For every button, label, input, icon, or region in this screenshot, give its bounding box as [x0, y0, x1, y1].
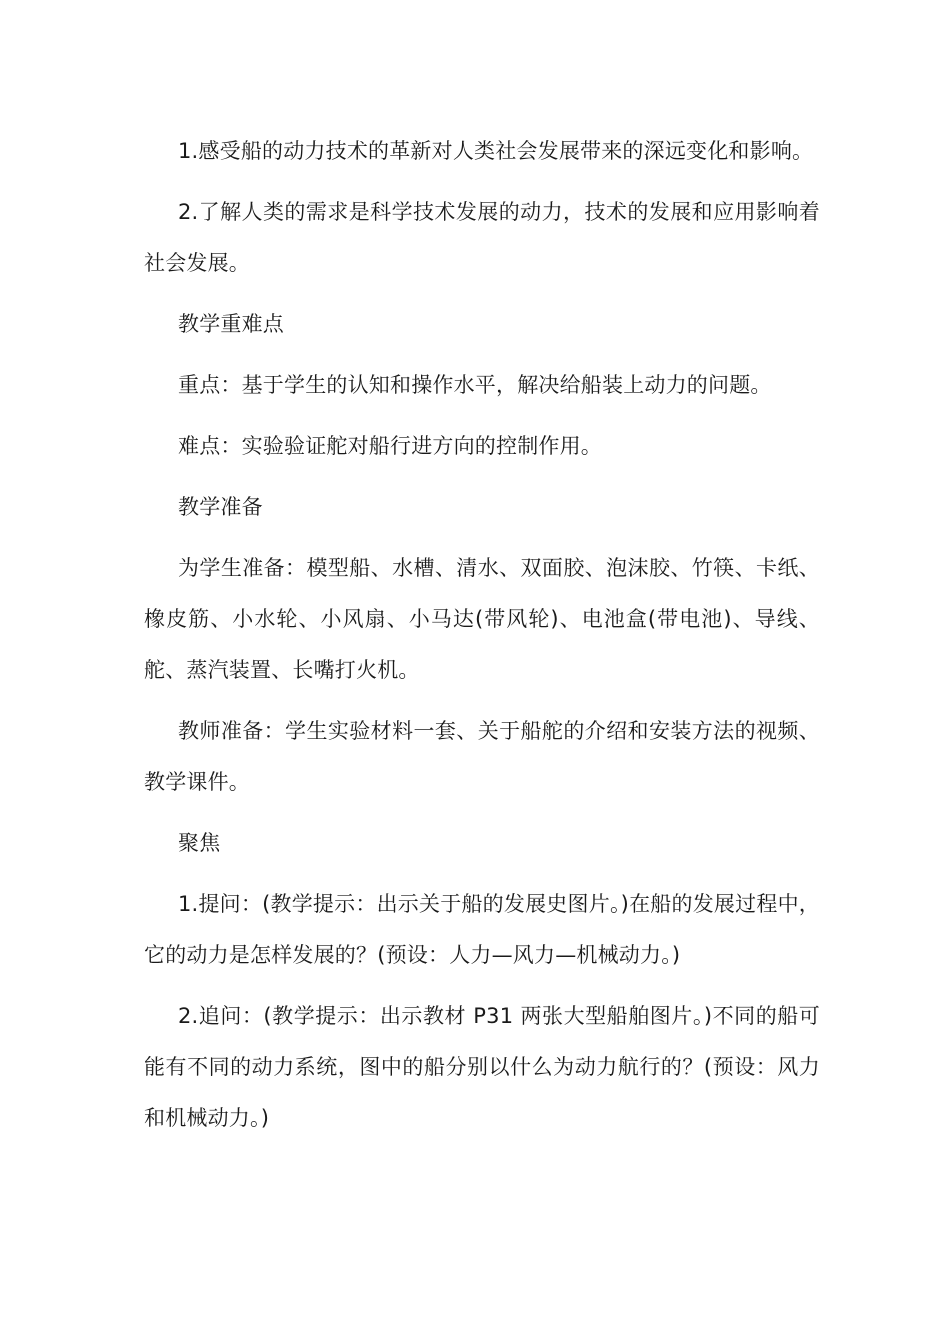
student-preparation: 为学生准备：模型船、水槽、清水、双面胶、泡沫胶、竹筷、卡纸、橡皮筋、小水轮、小风扇、小马达(带风轮)、电池盒(带电池)、导线、舵、蒸汽装置、长嘴打火机。 — [144, 556, 820, 682]
focus-question-2: 2.追问：(教学提示：出示教材 P31 两张大型船舶图片。)不同的船可能有不同的动力系统，图中的船分别以什么为动力航行的？(预设：风力和机械动力。) — [144, 1004, 820, 1130]
section-heading-focus: 聚焦 — [178, 831, 221, 855]
key-point: 重点：基于学生的认知和操作水平，解决给船装上动力的问题。 — [178, 373, 772, 397]
document-page — [144, 126, 820, 1154]
focus-question-1: 1.提问：(教学提示：出示关于船的发展史图片。)在船的发展过程中，它的动力是怎样发展的？(预设：人力—风力—机械动力。) — [144, 892, 820, 967]
objective-2: 2.了解人类的需求是科学技术发展的动力，技术的发展和应用影响着社会发展。 — [144, 200, 820, 275]
teacher-preparation: 教师准备：学生实验材料一套、关于船舵的介绍和安装方法的视频、教学课件。 — [144, 719, 820, 794]
difficult-point: 难点：实验验证舵对船行进方向的控制作用。 — [178, 434, 602, 458]
section-heading-key-points: 教学重难点 — [178, 312, 284, 336]
section-heading-preparation: 教学准备 — [178, 495, 263, 519]
objective-1: 1.感受船的动力技术的革新对人类社会发展带来的深远变化和影响。 — [178, 139, 814, 163]
